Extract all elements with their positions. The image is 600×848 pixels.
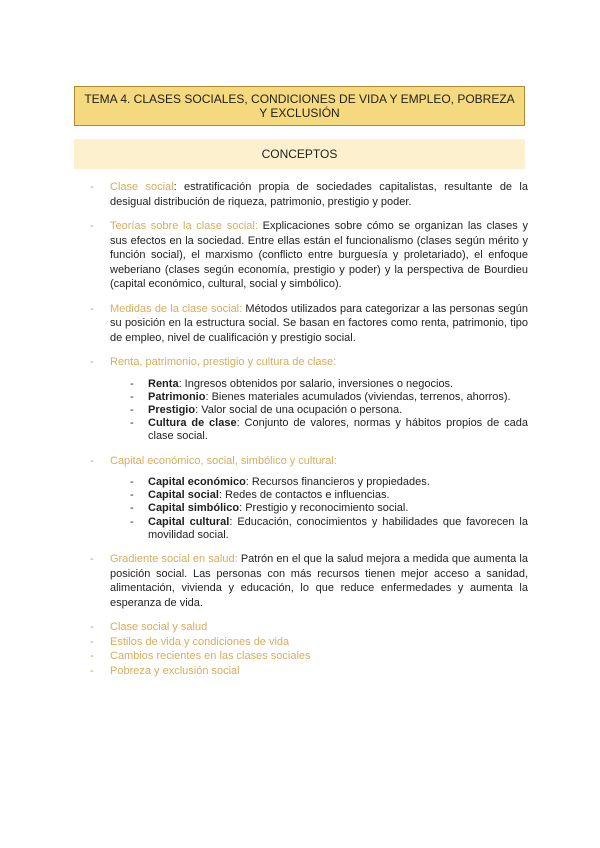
page-title: TEMA 4. CLASES SOCIALES, CONDICIONES DE VIDA Y EMPLEO, POBREZA Y EXCLUSIÓN [74,86,525,126]
term: Clase social [110,181,174,193]
sub-item: - Capital cultural: Educación, conocimientos y habilidades que favorecen la movilidad social. [130,515,528,541]
term: Renta, patrimonio, prestigio y cultura de clase: [110,356,337,368]
definition: : estratificación propia de sociedades capitalistas, resultante de la desigual distribución de riqueza, patrimonio, prestigio y poder. [110,181,528,208]
list-item: - Cambios recientes en las clases sociales [90,650,311,663]
sub-list [110,476,528,542]
sub-item: - Cultura de clase: Conjunto de valores, normas y hábitos propios de cada clase social. [130,417,528,443]
definition: Métodos utilizados para categorizar a las personas según su posición en la estructura social. Se basan en factores como renta, patrimonio, tipo de empleo, nivel de cualificación y prestigio social. [110,302,528,344]
concepts-list [90,180,528,678]
section-header: CONCEPTOS [74,139,525,169]
term: Pobreza y exclusión social [110,664,240,677]
sub-item: - Capital económico: Recursos financieros y propiedades. [130,476,430,489]
list-item: - Pobreza y exclusión social [90,664,240,677]
sub-item: - Capital social: Redes de contactos e influencias. [130,489,390,502]
list-item: - Gradiente social en salud: Patrón en el que la salud mejora a medida que aumenta la posición social. Las personas con más recursos tienen mejor acceso a sanidad, alimentación, vivienda y educación, lo que reduce enfermedades y aumenta la esperanza de vida. [90,553,528,609]
list-item: - Renta, patrimonio, prestigio y cultura de clase: - Renta: Ingresos obtenidos por salario, inversiones o negocios. - Patrimonio: Bienes materiales acumulados (viviendas, terrenos, ahorros). - Prestigio: Valor social de una ocupación o persona. - Cultura de clase: Conjunto de valores, normas y hábitos propios de cada clase social. [90,356,528,443]
definition: Patrón en el que la salud mejora a medida que aumenta la posición social. Las personas con más recursos tienen mejor acceso a sanidad, alimentación, vivienda y educación, lo que reduce enfermedades y aumenta la esperanza de vida. [110,553,528,609]
list-item: - Teorías sobre la clase social: Explicaciones sobre cómo se organizan las clases y sus efectos en la sociedad. Entre ellas están el funcionalismo (clases según mérito y función social), el marxismo (conflicto entre burguesía y proletariado), el enfoque weberiano (clases según economía, prestigio y poder) y la perspectiva de Bourdieu (capital económico, cultural, social y simbólico). [90,220,528,290]
sub-item: - Capital simbólico: Prestigio y reconocimiento social. [130,502,409,515]
list-item: - Medidas de la clase social: Métodos utilizados para categorizar a las personas según su posición en la estructura social. Se basan en factores como renta, patrimonio, tipo de empleo, nivel de cualificación y prestigio social. [90,302,528,344]
term: Gradiente social en salud: [110,553,238,566]
term: Medidas de la clase social: [110,302,243,315]
list-item: - Capital económico, social, simbólico y cultural: - Capital económico: Recursos financieros y propiedades. - Capital social: Redes de contactos e influencias. - Capital simbólico: Prestigio y reconocimiento social. - Capital cultural: Educación, conocimientos y habilidades que favorecen la movilidad social. [90,454,528,541]
term: Estilos de vida y condiciones de vida [110,635,290,648]
term: Capital económico, social, simbólico y cultural: [110,454,337,467]
term: Teorías sobre la clase social: [110,220,258,232]
list-item: - Clase social: estratificación propia de sociedades capitalistas, resultante de la desigual distribución de riqueza, patrimonio, prestigio y poder. [90,181,528,208]
sub-item: - Patrimonio: Bienes materiales acumulados (viviendas, terrenos, ahorros). [130,390,511,403]
sub-item: - Renta: Ingresos obtenidos por salario, inversiones o negocios. [130,377,454,390]
definition: Explicaciones sobre cómo se organizan las clases y sus efectos en la sociedad. Entre ellas están el funcionalismo (clases según mérito y función social), el marxismo (conflicto entre burguesía y proletariado), el enfoque weberiano (clases según economía, prestigio y poder) y la perspectiva de Bourdieu (capital económico, cultural, social y simbólico). [110,220,528,290]
term: Clase social y salud [110,621,208,634]
list-item: - Clase social y salud [90,621,208,634]
term: Cambios recientes en las clases sociales [110,650,311,663]
sub-list [110,378,528,444]
list-item: - Estilos de vida y condiciones de vida [90,635,290,648]
sub-item: - Prestigio: Valor social de una ocupación o persona. [130,403,403,416]
